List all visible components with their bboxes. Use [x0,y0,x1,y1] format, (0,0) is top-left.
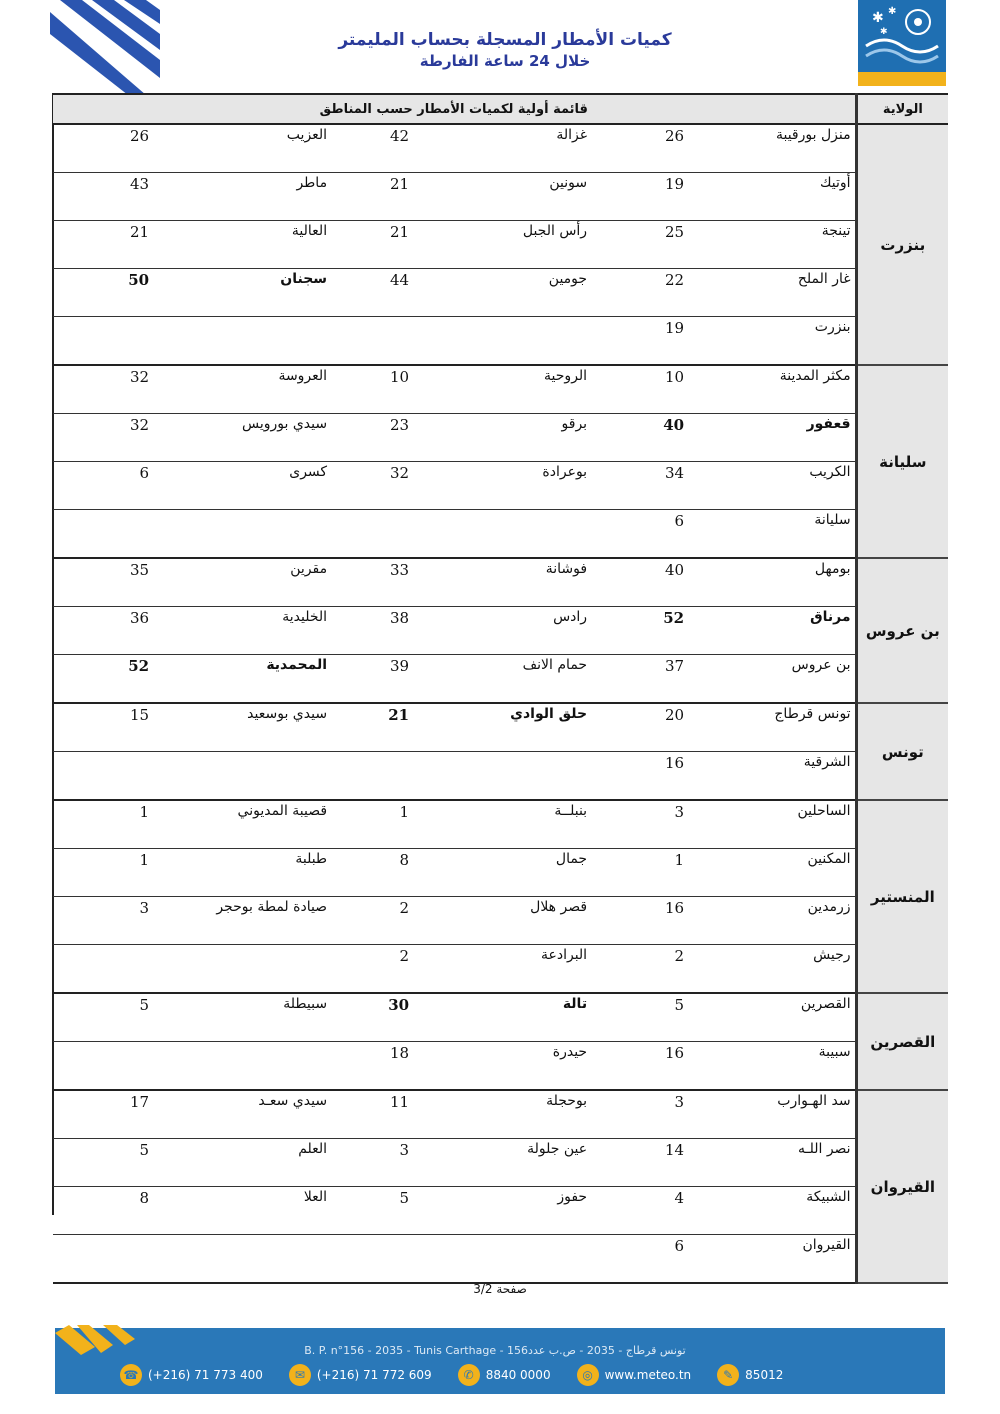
table-row [53,558,948,607]
rain-value: 35 [53,558,181,607]
station-name: الخليدية [181,607,331,655]
rain-value: 3 [331,1139,441,1187]
rain-value [53,1235,181,1284]
fax-icon: ✉ [289,1364,311,1386]
station-name: أوتيك [716,173,856,221]
station-name: تينجة [716,221,856,269]
rain-value [331,752,441,801]
rain-value: 1 [53,800,181,849]
station-name [441,317,591,366]
rain-value: 42 [331,124,441,173]
table-row [53,945,948,994]
table-row [53,510,948,559]
rain-value: 39 [331,655,441,704]
rain-value: 32 [331,462,441,510]
station-name: قعفور [716,414,856,462]
rain-value: 30 [331,993,441,1042]
station-name: مكثر المدينة [716,365,856,414]
rain-value: 1 [591,849,716,897]
table-row [53,1042,948,1091]
station-name: الشرقية [716,752,856,801]
station-name: العالية [181,221,331,269]
table-row [53,993,948,1042]
station-name: طبلبة [181,849,331,897]
station-name: بنبلــة [441,800,591,849]
wilaya-cell: بنزرت [856,124,948,365]
rain-value: 5 [591,993,716,1042]
station-name: بوعرادة [441,462,591,510]
rain-value: 15 [53,703,181,752]
rain-value [331,510,441,559]
rain-value: 25 [591,221,716,269]
station-name: برقو [441,414,591,462]
rain-value: 26 [591,124,716,173]
station-name: الكريب [716,462,856,510]
station-name: جمال [441,849,591,897]
station-name: سليانة [716,510,856,559]
rain-value [53,752,181,801]
rain-value: 2 [331,945,441,994]
station-name: جومين [441,269,591,317]
station-name [181,945,331,994]
station-name: بوحجلة [441,1090,591,1139]
page-title: كميات الأمطار المسجلة بحساب المليمتر [338,30,672,50]
footer-contact [458,1364,551,1386]
station-name [441,752,591,801]
rain-value: 3 [591,1090,716,1139]
footer-contact [120,1364,263,1386]
footer-contact-text: (+216) 71 773 400 [148,1368,263,1382]
institute-logo [858,0,946,86]
station-name: صيادة لمطة بوحجر [181,897,331,945]
station-name: بنزرت [716,317,856,366]
footer-decorative-stripes [55,1325,145,1365]
rain-value: 40 [591,558,716,607]
rain-value: 21 [331,703,441,752]
rain-value: 21 [331,221,441,269]
rain-value: 34 [591,462,716,510]
svg-text:✱: ✱ [880,27,888,37]
phone-icon: ☎ [120,1364,142,1386]
rain-value: 10 [591,365,716,414]
rain-value: 5 [53,993,181,1042]
station-name: ماطر [181,173,331,221]
rain-value: 8 [53,1187,181,1235]
station-name: حلق الوادي [441,703,591,752]
table-row [53,703,948,752]
station-name: بومهل [716,558,856,607]
rain-value: 44 [331,269,441,317]
station-name: حمام الانف [441,655,591,704]
rain-value: 14 [591,1139,716,1187]
station-name: فوشانة [441,558,591,607]
footer-contact-text: (+216) 71 772 609 [316,1368,432,1382]
station-name: غار الملح [716,269,856,317]
rain-value: 11 [331,1090,441,1139]
station-name: المحمدية [181,655,331,704]
footer-contact [289,1364,432,1386]
footer-contact-text: 8840 0000 [485,1368,551,1382]
footer-contact-text: 85012 [745,1368,784,1382]
table-row [53,800,948,849]
station-name: قصيبة المديوني [181,800,331,849]
table-row [53,269,948,317]
rain-value: 21 [331,173,441,221]
rain-value [331,317,441,366]
station-name: سجنان [181,269,331,317]
station-name: رجيش [716,945,856,994]
station-name [181,510,331,559]
station-name: حفوز [441,1187,591,1235]
table-row [53,655,948,704]
station-name: العروسة [181,365,331,414]
rain-value [331,1235,441,1284]
station-name: سيدي بورويس [181,414,331,462]
footer-contact-text: www.meteo.tn [604,1368,692,1382]
wilaya-cell: المنستير [856,800,948,993]
rain-value: 3 [591,800,716,849]
decorative-stripes [50,0,160,95]
rain-value: 22 [591,269,716,317]
station-name [441,510,591,559]
footer-address: B. P. n°156 - 2035 - Tunis Carthage - تونس قرطاج - 2035 - ص.ب عدد156 [304,1344,686,1357]
svg-text:✱: ✱ [888,6,897,17]
rain-value: 5 [53,1139,181,1187]
rain-value: 17 [53,1090,181,1139]
rain-value: 37 [591,655,716,704]
rain-value: 6 [591,510,716,559]
web-icon: ◎ [577,1364,599,1386]
station-name: العلا [181,1187,331,1235]
station-name: بن عروس [716,655,856,704]
rain-value: 40 [591,414,716,462]
header-rainfall-list: قائمة أولية لكميات الأمطار حسب المناطق [53,94,856,124]
wilaya-cell: تونس [856,703,948,800]
station-name: الروحية [441,365,591,414]
station-name: كسرى [181,462,331,510]
svg-text:✱: ✱ [872,10,884,26]
header-wilaya: الولاية [856,94,948,124]
station-name: منزل بورقيبة [716,124,856,173]
footer-contacts [120,1364,783,1386]
rain-value: 36 [53,607,181,655]
station-name: قصر هلال [441,897,591,945]
rain-value: 33 [331,558,441,607]
rain-value: 19 [591,317,716,366]
station-name: عين جلولة [441,1139,591,1187]
rain-value: 23 [331,414,441,462]
rain-value: 2 [591,945,716,994]
rain-value: 6 [591,1235,716,1284]
station-name: رادس [441,607,591,655]
rain-value: 1 [331,800,441,849]
station-name [441,1235,591,1284]
station-name: رأس الجبل [441,221,591,269]
station-name: تالة [441,993,591,1042]
table-row [53,365,948,414]
rain-value: 26 [53,124,181,173]
rain-value: 20 [591,703,716,752]
page-subtitle: خلال 24 ساعة الفارطة [419,52,591,70]
station-name: القيروان [716,1235,856,1284]
table-row [53,607,948,655]
table-row [53,317,948,366]
station-name [181,317,331,366]
rain-value: 43 [53,173,181,221]
table-row [53,897,948,945]
table-row [53,221,948,269]
station-name: نصر اللـه [716,1139,856,1187]
wilaya-cell: سليانة [856,365,948,558]
table-row [53,414,948,462]
rain-value [53,510,181,559]
station-name: حيدرة [441,1042,591,1091]
rain-value: 16 [591,1042,716,1091]
rain-value: 50 [53,269,181,317]
station-name: سيدي بوسعيد [181,703,331,752]
rain-value: 3 [53,897,181,945]
table-row [53,1139,948,1187]
table-row [53,462,948,510]
station-name: الساحلين [716,800,856,849]
footer-contact [577,1364,692,1386]
station-name [181,1235,331,1284]
wilaya-cell: القصرين [856,993,948,1090]
rain-value: 6 [53,462,181,510]
station-name: مقرين [181,558,331,607]
page-number: صفحة 3/2 [473,1282,527,1296]
rain-value: 21 [53,221,181,269]
rain-value [53,1042,181,1091]
rain-value: 8 [331,849,441,897]
station-name: سيدي سعـد [181,1090,331,1139]
rain-value: 18 [331,1042,441,1091]
rain-value [53,945,181,994]
call-icon: ✆ [458,1364,480,1386]
footer-bar [55,1328,945,1394]
rain-value: 32 [53,365,181,414]
table-row [53,752,948,801]
rain-value: 52 [591,607,716,655]
station-name: القصرين [716,993,856,1042]
station-name: سبيبة [716,1042,856,1091]
rain-value: 16 [591,897,716,945]
table-row [53,849,948,897]
table-row [53,173,948,221]
table-row [53,124,948,173]
station-name: تونس قرطاج [716,703,856,752]
rainfall-table [53,93,948,1284]
wilaya-cell: القيروان [856,1090,948,1283]
station-name: البرادعة [441,945,591,994]
footer-contact [717,1364,783,1386]
station-name: سبيطلة [181,993,331,1042]
station-name: مرناق [716,607,856,655]
rain-value: 1 [53,849,181,897]
table-row [53,1235,948,1284]
station-name [181,1042,331,1091]
wilaya-cell: بن عروس [856,558,948,703]
rain-value: 4 [591,1187,716,1235]
rain-value: 2 [331,897,441,945]
rain-value: 16 [591,752,716,801]
station-name: العلم [181,1139,331,1187]
table-row [53,1187,948,1235]
station-name: المكنين [716,849,856,897]
station-name: سونين [441,173,591,221]
station-name: العزيب [181,124,331,173]
rain-value: 38 [331,607,441,655]
station-name: غزالة [441,124,591,173]
rain-value: 5 [331,1187,441,1235]
rain-value: 32 [53,414,181,462]
rain-value: 52 [53,655,181,704]
station-name: الشبيكة [716,1187,856,1235]
rain-value [53,317,181,366]
station-name: زرمدين [716,897,856,945]
rain-value: 19 [591,173,716,221]
table-row [53,1090,948,1139]
station-name: سد الهـوارب [716,1090,856,1139]
sms-icon: ✎ [717,1364,739,1386]
station-name [181,752,331,801]
rain-value: 10 [331,365,441,414]
